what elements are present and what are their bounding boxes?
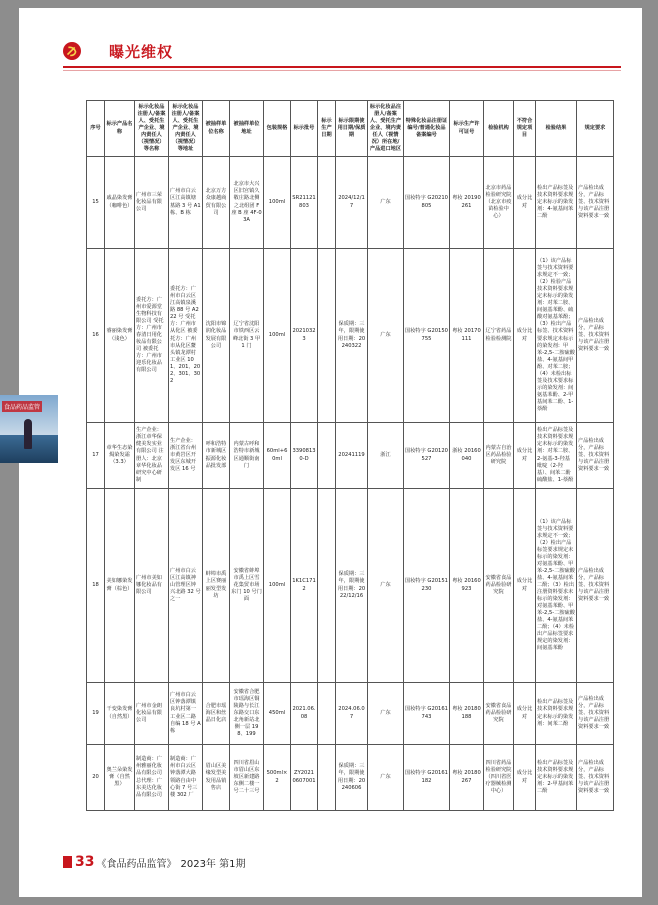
table-cell: 制造商：广州雅丽化妆品有限公司 总代理：广东美达化妆品有限公司 (135, 745, 169, 811)
table-cell: 20241119 (336, 423, 368, 489)
table-cell: 1K1C1712 (291, 489, 318, 683)
table-cell: （1）该产品标签与技术资料要求规定不一致；（2）检出产品标签要求规定未标示的染发剂：对氨基苯酚、甲苯-2,5-二胺硫酸盐、4-氨基间苯二酚；（3）检出注册资料要求未标示的染发剂：对氨基苯酚、甲苯-2,5-二胺硫酸盐、4-氨基间苯二酚；（4）未检出产品标签要求规定的染发剂：间氨基苯酚 (536, 489, 577, 683)
table-cell: 戚晶染发膏（咖啡色） (105, 157, 135, 249)
table-cell: 2024/12/17 (336, 157, 368, 249)
table-cell: 广东 (368, 249, 404, 423)
table-cell: 19 (87, 683, 105, 745)
table-cell: 辽宁省药品检验检测院 (484, 249, 514, 423)
table-cell: 国妆特字 G20151230 (404, 489, 450, 683)
table-cell: 合肥市瑶海区和丝晶日化店 (203, 683, 230, 745)
table-cell: 委托方：广州市白云区江高镇泉溪路 88 号 A222 号 受托方：广州市从化区 被委托方：广州市从化区鳌头镇龙潭村工业区 101、201、202、301、302 (169, 249, 203, 423)
column-header: 规定要求 (577, 101, 614, 157)
table-cell: 北京市药品检验研究院（北京市疫苗检验中心） (484, 157, 514, 249)
page-footer (63, 854, 245, 870)
column-header: 标示生产许可证号 (450, 101, 484, 157)
table-cell: 60ml+60ml (264, 423, 291, 489)
table-cell: 北京市大兴区旧宫镇久敬庄路北侧之北组团 F 座 B 座 4F-03A (230, 157, 264, 249)
table-cell (318, 157, 336, 249)
column-header: 特殊化妆品注册证编号/普通化妆品备案编号 (404, 101, 450, 157)
table-cell: 广州市白云区江高镇塘墓路 3 号 A1 栋、B 栋 (169, 157, 203, 249)
table-cell: 100ml (264, 157, 291, 249)
header-rule (63, 66, 621, 68)
table-cell: （1）该产品标签与技术资料要求规定不一致；（2）检验产品技术资料要求规定未标示的染发剂：对苯二胺、间氨基苯酚、硫酸对氨基苯酚；（3）检出产品标签、技术资料要求规定未标示的染发剂：甲苯-2,5-二胺硫酸盐、4-氨基间甲酚、对苯二胺；（4）未检出标签及技术要求标示的染发剂：间氨基苯酚、2-甲基间苯二酚、1-萘酚 (536, 249, 577, 423)
table-cell: SR21121803 (291, 157, 318, 249)
table-cell: 20 (87, 745, 105, 811)
table-cell: 安徽省蚌埠市禹上区雪花集贸市场东门 10 号门面 (230, 489, 264, 683)
table-cell: 睿丽染发膏（浅色） (105, 249, 135, 423)
table-cell: 广州市金朗化妆品有限公司 (135, 683, 169, 745)
table-cell: 100ml (264, 249, 291, 423)
table-cell: 呼和浩特市新城区振源化妆品批发部 (203, 423, 230, 489)
table-row (87, 249, 614, 423)
table-cell: 粤妆 20170111 (450, 249, 484, 423)
table-row (87, 745, 614, 811)
footer-marker (63, 856, 72, 868)
column-header: 不符合规定项目 (514, 101, 536, 157)
table-cell: 广东 (368, 157, 404, 249)
table-cell: 产品检出成分，产品标签、技术资料与该产品注册资料要求一致 (577, 745, 614, 811)
table-cell: 干变染发膏（自然黑） (105, 683, 135, 745)
table-cell: 内蒙古自治区药品检验研究院 (484, 423, 514, 489)
table-cell: 浙妆 20160040 (450, 423, 484, 489)
column-header: 标示生产日期 (318, 101, 336, 157)
thumbnail-label: 食品药品监管 (2, 401, 42, 412)
table-cell: 生产企业：浙江省台州市黄岩区开发区东城开发区 16 号 (169, 423, 203, 489)
table-cell: 安徽省食品药品检验研究院 (484, 683, 514, 745)
column-header: 标示批号 (291, 101, 318, 157)
table-cell: 成分比对 (514, 249, 536, 423)
table-cell: 四川省药品检验研究院（四川省医疗器械检测中心） (484, 745, 514, 811)
table-cell: 20210323 (291, 249, 318, 423)
column-header: 包装规格 (264, 101, 291, 157)
table-cell: 产品检出成分，产品标签、技术资料与该产品注册资料要求一致 (577, 489, 614, 683)
side-thumbnail[interactable] (0, 395, 58, 463)
table-cell: 广州市白云区江高镇神山管理区钟兴北路 32 号之一 (169, 489, 203, 683)
table-cell: 奥兰朵染发膏（自然黑） (105, 745, 135, 811)
table-cell: 委托方：广州市爱源堂生物科技有限公司 受托方：广州市春清日用化妆品有限公司 被委托方：广州市迎乐化妆品有限公司 (135, 249, 169, 423)
table-cell: 安徽省合肥市瑶海区铜陵路与长江东路交口东北角新站北侧一层 198、199 (230, 683, 264, 745)
table-cell: 广州市三荣化妆品有限公司 (135, 157, 169, 249)
table-header-row (87, 101, 614, 157)
column-header: 标示产品名称 (105, 101, 135, 157)
table-cell: 检出产品标签及技术资料要求规定未标示的染发剂：4-氨基间苯二酚 (536, 157, 577, 249)
table-cell: 广东 (368, 489, 404, 683)
column-header: 被抽样单位地址 (230, 101, 264, 157)
table-cell: 辽宁省沈阳市铁西区云峰北街 3 甲 1 门 (230, 249, 264, 423)
table-cell (318, 683, 336, 745)
table-cell: 沈阳市锦润化妆品发展有限公司 (203, 249, 230, 423)
table-cell: 浙江 (368, 423, 404, 489)
table-cell: 生产企业：浙江章华保健美发实业有限公司 注册人：北京章华化妆品研究中心研制 (135, 423, 169, 489)
column-header: 检验结果 (536, 101, 577, 157)
magazine-page (19, 8, 642, 897)
column-header: 检验机构 (484, 101, 514, 157)
table-cell: 450ml (264, 683, 291, 745)
table-cell: 眉山区美缘发型美发用品销售店 (203, 745, 230, 811)
table-cell: 成分比对 (514, 489, 536, 683)
table-cell: 检出产品标签及技术资料要求规定未标示的染发剂：对苯二胺、2-氨基-3-羟基吡啶（2-羟基）、间苯二酚硫酸盐、1-萘酚 (536, 423, 577, 489)
column-header: 标示化妆品注册人/备案人、受托生产企业、境内责任人（视情况）所在地/产品进口地区 (368, 101, 404, 157)
table-row (87, 489, 614, 683)
table-cell: 18 (87, 489, 105, 683)
issue-label: 2023年 第1期 (180, 858, 246, 870)
table-cell: 广东 (368, 683, 404, 745)
table-cell: 粤妆 20190261 (450, 157, 484, 249)
table-cell: 保质期：三年，限期使用日期：20240322 (336, 249, 368, 423)
column-header: 标示化妆品注册人/备案人、受托生产企业、境内责任人（视情况）等地址 (169, 101, 203, 157)
table-row (87, 683, 614, 745)
table-cell: 制造商：广州市白云区钟落潭大路领路自由中心街 7 号三楼 302 厂 (169, 745, 203, 811)
thumbnail-figure (24, 419, 32, 449)
party-emblem-icon (63, 42, 81, 60)
sampling-results-table (86, 100, 614, 811)
table-cell: 成分比对 (514, 157, 536, 249)
table-cell: 章华生态染焗染发霜（3.3） (105, 423, 135, 489)
table-cell: 安徽省食品药品检验研究院 (484, 489, 514, 683)
table-cell: 国妆特字 G20150755 (404, 249, 450, 423)
table-cell: 产品检出成分，产品标签、技术资料与该产品注册资料要求一致 (577, 423, 614, 489)
table-cell: 产品检出成分，产品标签、技术资料与该产品注册资料要求一致 (577, 249, 614, 423)
table-cell: 16 (87, 249, 105, 423)
table-cell: 2024.06.07 (336, 683, 368, 745)
table-cell: ZY2021 0607001 (291, 745, 318, 811)
table-cell: 成分比对 (514, 745, 536, 811)
page-number: 33 (75, 854, 95, 870)
table-cell: 500ml×2 (264, 745, 291, 811)
table-cell: 广州市白云区钟落潭镇良坑村第一工业区二路自编 18 号 A 栋 (169, 683, 203, 745)
table-cell (318, 249, 336, 423)
table-cell: 国妆特字 G20120527 (404, 423, 450, 489)
table-cell: 粤妆 20180267 (450, 745, 484, 811)
magazine-name: 《食品药品监管》 (96, 858, 177, 870)
table-cell: 保质期：三年，限期使用日期：20240606 (336, 745, 368, 811)
table-cell (318, 489, 336, 683)
table-row (87, 157, 614, 249)
header-rule-thin (63, 70, 621, 71)
table-cell: 17 (87, 423, 105, 489)
table-cell: 粤妆 20160923 (450, 489, 484, 683)
table-cell: 检出产品标签及技术资料要求规定未标示的染发剂：2-甲基间苯二酚 (536, 745, 577, 811)
table-cell: 四川省眉山市眉山区东坡区新建路东侧二楼一号二十三号 (230, 745, 264, 811)
table-cell: 成分比对 (514, 423, 536, 489)
column-header: 标示化妆品注册人/备案人、受托生产企业、境内责任人（视情况）等名称 (135, 101, 169, 157)
table-cell: 蚌埠市禹上区赛丽丽发型发坊 (203, 489, 230, 683)
table-cell: 国妆特字 G20161182 (404, 745, 450, 811)
table-cell: 广州市美如娜化妆品有限公司 (135, 489, 169, 683)
table-row (87, 423, 614, 489)
section-title: 曝光维权 (109, 43, 174, 61)
table-cell: 国妆特字 G20161743 (404, 683, 450, 745)
table-cell: 国妆特字 G20210805 (404, 157, 450, 249)
table-cell: 产品检出成分，产品标签、技术资料与该产品注册资料要求一致 (577, 157, 614, 249)
table-cell (318, 745, 336, 811)
table-cell: 粤妆 20180188 (450, 683, 484, 745)
column-header: 标示限期使用日期/保质期 (336, 101, 368, 157)
column-header: 序号 (87, 101, 105, 157)
table-cell: 北京万方众康越商贸有限公司 (203, 157, 230, 249)
table-cell: 广东 (368, 745, 404, 811)
table-cell (318, 423, 336, 489)
table-cell: 美如娜染发膏（棕色） (105, 489, 135, 683)
table-cell: 产品检出成分，产品标签、技术资料与该产品注册资料要求一致 (577, 683, 614, 745)
table-cell: 2021.06.08 (291, 683, 318, 745)
table-cell: 100ml (264, 489, 291, 683)
table-cell: 15 (87, 157, 105, 249)
table-cell: 内蒙古呼和浩特市新城区通顺街南门 (230, 423, 264, 489)
table-cell: 3390813 0-D (291, 423, 318, 489)
table-cell: 成分比对 (514, 683, 536, 745)
table-cell: 检出产品标签及技术资料要求规定未标示的染发剂：间苯二酚 (536, 683, 577, 745)
column-header: 被抽样单位名称 (203, 101, 230, 157)
table-cell: 保质期：三年，限期使用日期：2022/12/16 (336, 489, 368, 683)
